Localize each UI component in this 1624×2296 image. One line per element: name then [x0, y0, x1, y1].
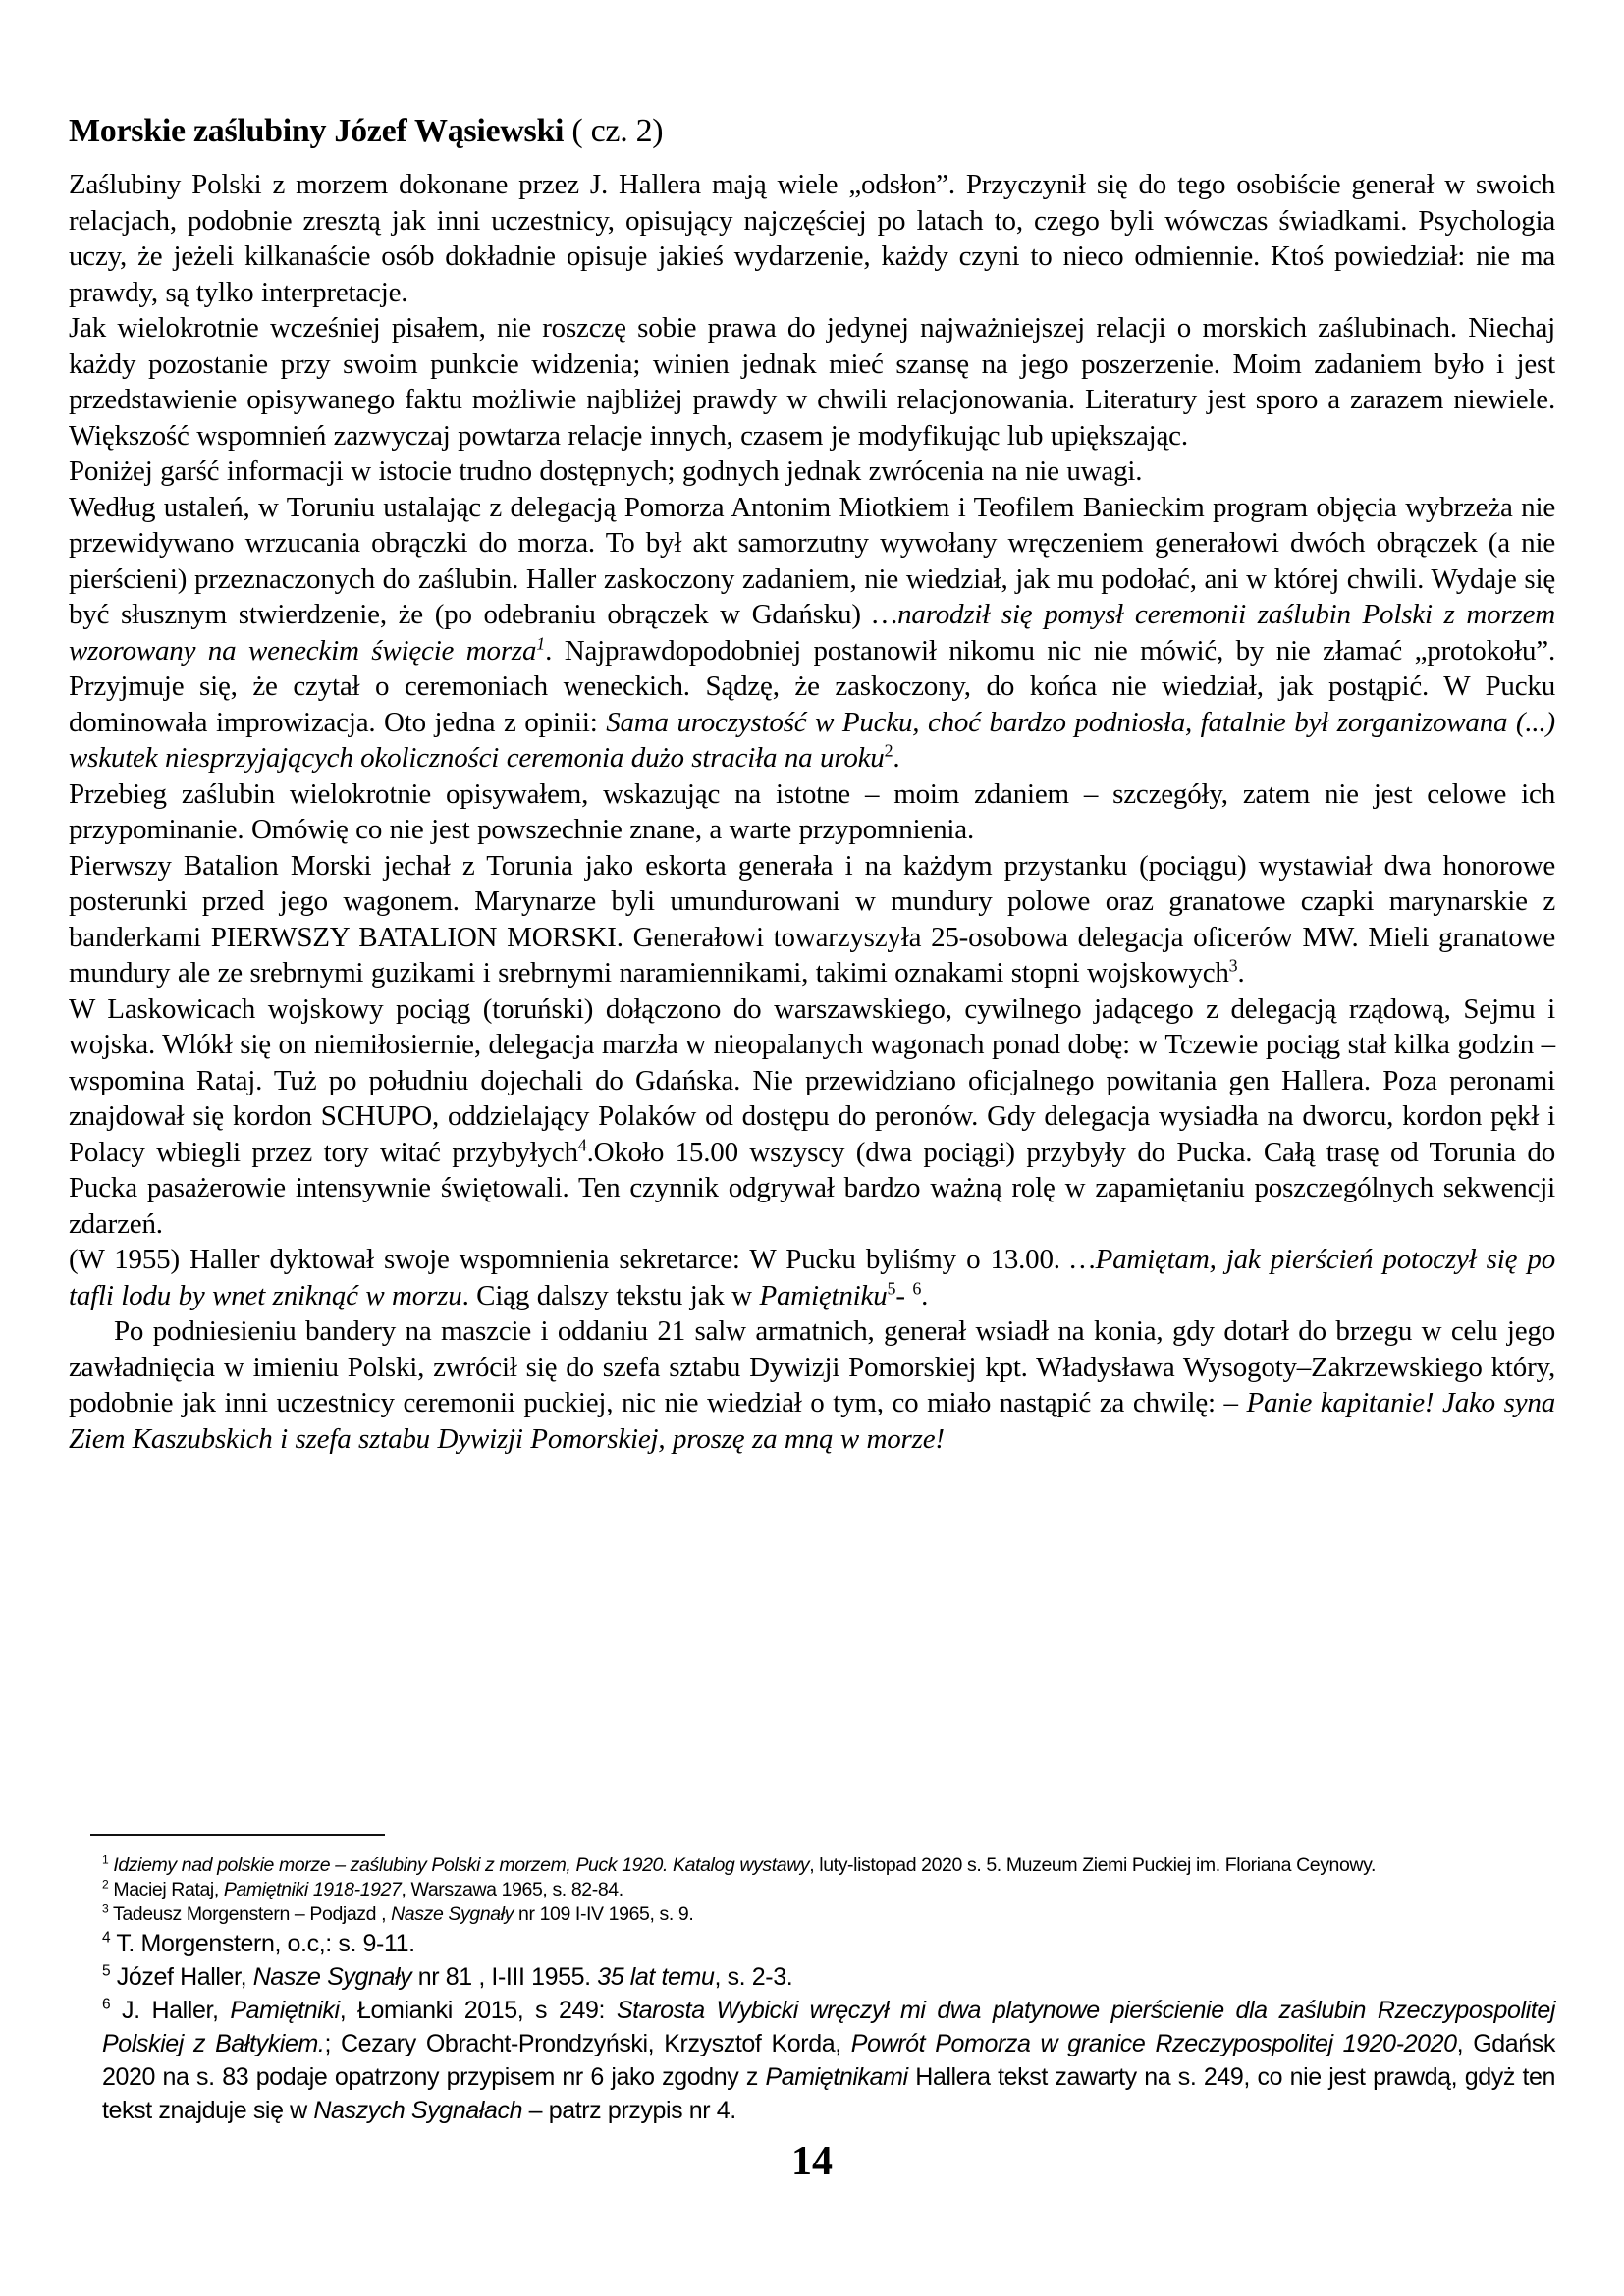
footnote — [102, 1927, 1555, 1960]
text-run: Po podniesieniu bandery na maszcie i oddaniu 21 salw armatnich, generał wsiadł na konia, gdy dotarł do brzegu w celu jego zawładnięcia w imieniu Polski, zwrócił się do szefa sztabu Dywizji Pomorskiej kpt. Władysława Wysogoty–Zakrzewskiego który, podobnie jak inni uczestnicy ceremonii puckiej, nic nie wiedział o tym, co miało nastąpić za chwilę: – — [69, 1315, 1555, 1418]
text-run: Nasze Sygnały — [391, 1903, 514, 1925]
footnote-list — [69, 1853, 1555, 2127]
page-title-main: Morskie zaślubiny Józef Wąsiewski — [69, 113, 565, 149]
text-run: Zaślubiny Polski z morzem dokonane przez J. Hallera mają wiele „odsłon”. Przyczynił się do tego osobiście generał w swoich relacjach, podobnie zresztą jak inni uczestnicy, opisujący najczęściej po latach to, czego byli wówczas świadkami. Psychologia uczy, że jeżeli kilkanaście osób dokładnie opisuje jakieś wydarzenie, każdy czyni to nieco odmiennie. Ktoś powiedział: nie ma prawdy, są tylko interpretacje. — [69, 169, 1555, 308]
text-run: . — [921, 1279, 929, 1311]
text-run: (W 1955) Haller dyktował swoje wspomnienia sekretarce: W Pucku byliśmy o 13.00. — [69, 1244, 1070, 1275]
text-run: , luty-listopad 2020 s. 5. Muzeum Ziemi Puckiej im. Floriana Ceynowy. — [809, 1854, 1377, 1876]
text-run: . Ciąg dalszy tekstu jak w — [461, 1279, 760, 1311]
text-run: . Najprawdopodobniej postanowił nikomu nic nie mówić, by nie złamać „protokołu”. Przyjmuje się, że czytał o ceremoniach weneckich. Sądzę, że zaskoczony, do końca nie wiedział, jak postąpić. W Pucku dominowała improwizacja. Oto jedna z opinii: — [69, 634, 1555, 738]
footnote-separator — [90, 1834, 385, 1836]
article-body — [69, 167, 1555, 1457]
footnote-reference: 1 — [536, 632, 546, 653]
text-run: . — [893, 742, 900, 774]
paragraph — [69, 310, 1555, 454]
footnote-reference: 6 — [912, 1277, 922, 1298]
text-run: Pierwszy Batalion Morski jechał z Torunia jako eskorta generała i na każdym przystanku (pociągu) wystawiał dwa honorowe posterunki przed jego wagonem. Marynarze byli umundurowani w mundury polowe oraz granatowe czapki marynarskie z banderkami PIERWSZY BATALION MORSKI. Generałowi towarzyszyła 25-osobowa delegacja oficerów MW. Mieli granatowe mundury ale ze srebrnymi guzikami i srebrnymi naramiennikami, takimi oznakami stopni wojskowych — [69, 849, 1555, 988]
text-run: . — [1237, 957, 1245, 988]
text-run: Sama uroczystość w Pucku, choć bardzo podniosła, fatalnie był zorganizowana (...) wskutek niesprzyjających okoliczności ceremonia dużo straciła na uroku — [69, 706, 1555, 774]
text-run: Panie kapitanie! Jako syna Ziem Kaszubskich i szefa sztabu Dywizji Pomorskiej, proszę za mną w morze! — [69, 1387, 1555, 1455]
paragraph — [69, 490, 1555, 776]
text-run: Pamiętniki — [230, 1997, 340, 2024]
text-run: , s. 2-3. — [714, 1963, 793, 1991]
paragraph — [69, 776, 1555, 848]
text-run: Pamiętniku — [759, 1279, 888, 1311]
footnote — [102, 1902, 1555, 1927]
text-run: nr 81 , I-III 1955. — [411, 1963, 598, 1991]
text-run: …Pamiętam, jak pierścień potoczył się po tafli lodu by wnet zniknąć w morzu — [69, 1244, 1555, 1311]
text-run: – patrz przypis nr 4. — [522, 2097, 736, 2124]
footnote-reference: 5 — [887, 1277, 896, 1298]
text-run: Przebieg zaślubin wielokrotnie opisywałem, wskazując na istotne – moim zdaniem – szczegóły, zatem nie jest celowe ich przypominanie. Omówię co nie jest powszechnie znane, a warte przypomnienia. — [69, 777, 1555, 845]
paragraph — [69, 454, 1555, 490]
footnote-marker: 1 — [102, 1852, 109, 1867]
text-run: - — [895, 1279, 913, 1311]
text-run: Pamiętnikami — [765, 2063, 908, 2091]
paragraph — [69, 1313, 1555, 1457]
text-run: Nasze Sygnały — [252, 1963, 412, 1991]
text-run: Maciej Rataj, — [108, 1879, 224, 1900]
paragraph — [69, 848, 1555, 991]
text-run: .Około 15.00 wszyscy (dwa pociągi) przybyły do Pucka. Całą trasę od Torunia do Pucka pasażerowie intensywnie świętowali. Ten czynnik odgrywał bardzo ważną rolę w zapamiętaniu poszczególnych sekwencji zdarzeń. — [69, 1136, 1555, 1240]
footnote-reference: 2 — [884, 740, 893, 761]
text-run: W Laskowicach wojskowy pociąg (toruński) dołączono do warszawskiego, cywilnego jadącego z delegacją rządową, Sejmu i wojska. Wlókł się on niemiłosiernie, delegacja marzła w nieopalanych wagonach ponad dobę: w Tczewie pociąg stał kilka godzin – wspomina Rataj. Tuż po południu dojechali do Gdańska. Nie przewidziano oficjalnego powitania gen Hallera. Poza peronami znajdował się kordon SCHUPO, oddzielający Polaków od dostępu do peronów. Gdy delegacja wysiadła na dworcu, kordon pękł i Polacy wbiegli przez tory witać przybyłych — [69, 992, 1555, 1168]
footnote-marker: 3 — [102, 1901, 109, 1916]
page-content — [69, 110, 1555, 1457]
text-run: Tadeusz Morgenstern – Podjazd , — [108, 1903, 392, 1925]
page-number: 14 — [791, 2139, 833, 2184]
footnotes-section — [69, 1834, 1555, 2127]
text-run: , Gdańsk 2020 na s. 83 podaje opatrzony przypisem nr 6 jako zgodny z — [102, 2030, 1555, 2091]
text-run: , Łomianki 2015, s 249: — [339, 1997, 617, 2024]
footnote-reference: 4 — [577, 1134, 587, 1154]
page-title-suffix: ( cz. 2) — [564, 113, 664, 149]
text-run: Naszych Sygnałach — [313, 2097, 523, 2124]
text-run: nr 109 I-IV 1965, s. 9. — [514, 1903, 694, 1925]
footnote-marker: 5 — [102, 1962, 111, 1980]
text-run: 35 lat temu — [597, 1963, 715, 1991]
footnote — [102, 1878, 1555, 1902]
text-run: Idziemy nad polskie morze – zaślubiny Polski z morzem, Puck 1920. Katalog wystawy — [108, 1854, 810, 1876]
text-run: Hallera tekst zawarty na s. 249, co nie jest prawdą, gdyż ten tekst znajduje się w — [102, 2063, 1555, 2124]
footnote — [102, 1994, 1555, 2127]
paragraph — [69, 1242, 1555, 1313]
text-run: Jak wielokrotnie wcześniej pisałem, nie roszczę sobie prawa do jedynej najważniejszej relacji o morskich zaślubinach. Niechaj każdy pozostanie przy swoim punkcie widzenia; winien jednak mieć szansę na jego poszerzenie. Moim zadaniem było i jest przedstawienie opisywanego faktu możliwie najbliżej prawdy w chwili relacjonowania. Literatury jest sporo a zarazem niewiele. Większość wspomnień zazwyczaj powtarza relacje innych, czasem je modyfikując lub upiększając. — [69, 312, 1555, 452]
text-run: Poniżej garść informacji w istocie trudno dostępnych; godnych jednak zwrócenia na nie uwagi. — [69, 455, 1143, 487]
text-run: Józef Haller, — [110, 1963, 253, 1991]
paragraph — [69, 991, 1555, 1243]
page-title — [69, 110, 1555, 153]
text-run: Pamiętniki 1918-1927 — [223, 1879, 402, 1900]
text-run: J. Haller, — [110, 1997, 231, 2024]
footnote-marker: 6 — [102, 1996, 111, 2013]
paragraph — [69, 167, 1555, 310]
text-run: Starosta Wybicki wręczył mi dwa platynowe pierścienie dla zaślubin Rzeczypospolitej Polskiej z Bałtykiem. — [102, 1997, 1555, 2057]
text-run: Według ustaleń, w Toruniu ustalając z delegacją Pomorza Antonim Miotkiem i Teofilem Banieckim program objęcia wybrzeża nie przewidywano wrzucania obrączki do morza. To był akt samorzutny wywołany wręczeniem generałowi dwóch obrączek (a nie pierścieni) przeznaczonych do zaślubin. Haller zaskoczony zadaniem, nie wiedział, jak mu podołać, ani w której chwili. Wydaje się być słusznym stwierdzenie, że (po odebraniu obrączek w Gdańsku) — [69, 491, 1555, 630]
text-run: …narodził się pomysł ceremonii zaślubin Polski z morzem wzorowany na weneckim święcie morza — [69, 599, 1556, 667]
text-run: T. Morgenstern, o.c,: s. 9-11. — [110, 1930, 415, 1957]
footnote-marker: 4 — [102, 1929, 111, 1947]
footnote — [102, 1853, 1555, 1878]
text-run: Powrót Pomorza w granice Rzeczypospolitej 1920-2020 — [850, 2030, 1457, 2057]
footnote-reference: 3 — [1228, 955, 1238, 976]
text-run: ; Cezary Obracht-Prondzyński, Krzysztof Korda, — [324, 2030, 851, 2057]
footnote-marker: 2 — [102, 1877, 109, 1892]
footnote — [102, 1960, 1555, 1994]
text-run: , Warszawa 1965, s. 82-84. — [401, 1879, 623, 1900]
